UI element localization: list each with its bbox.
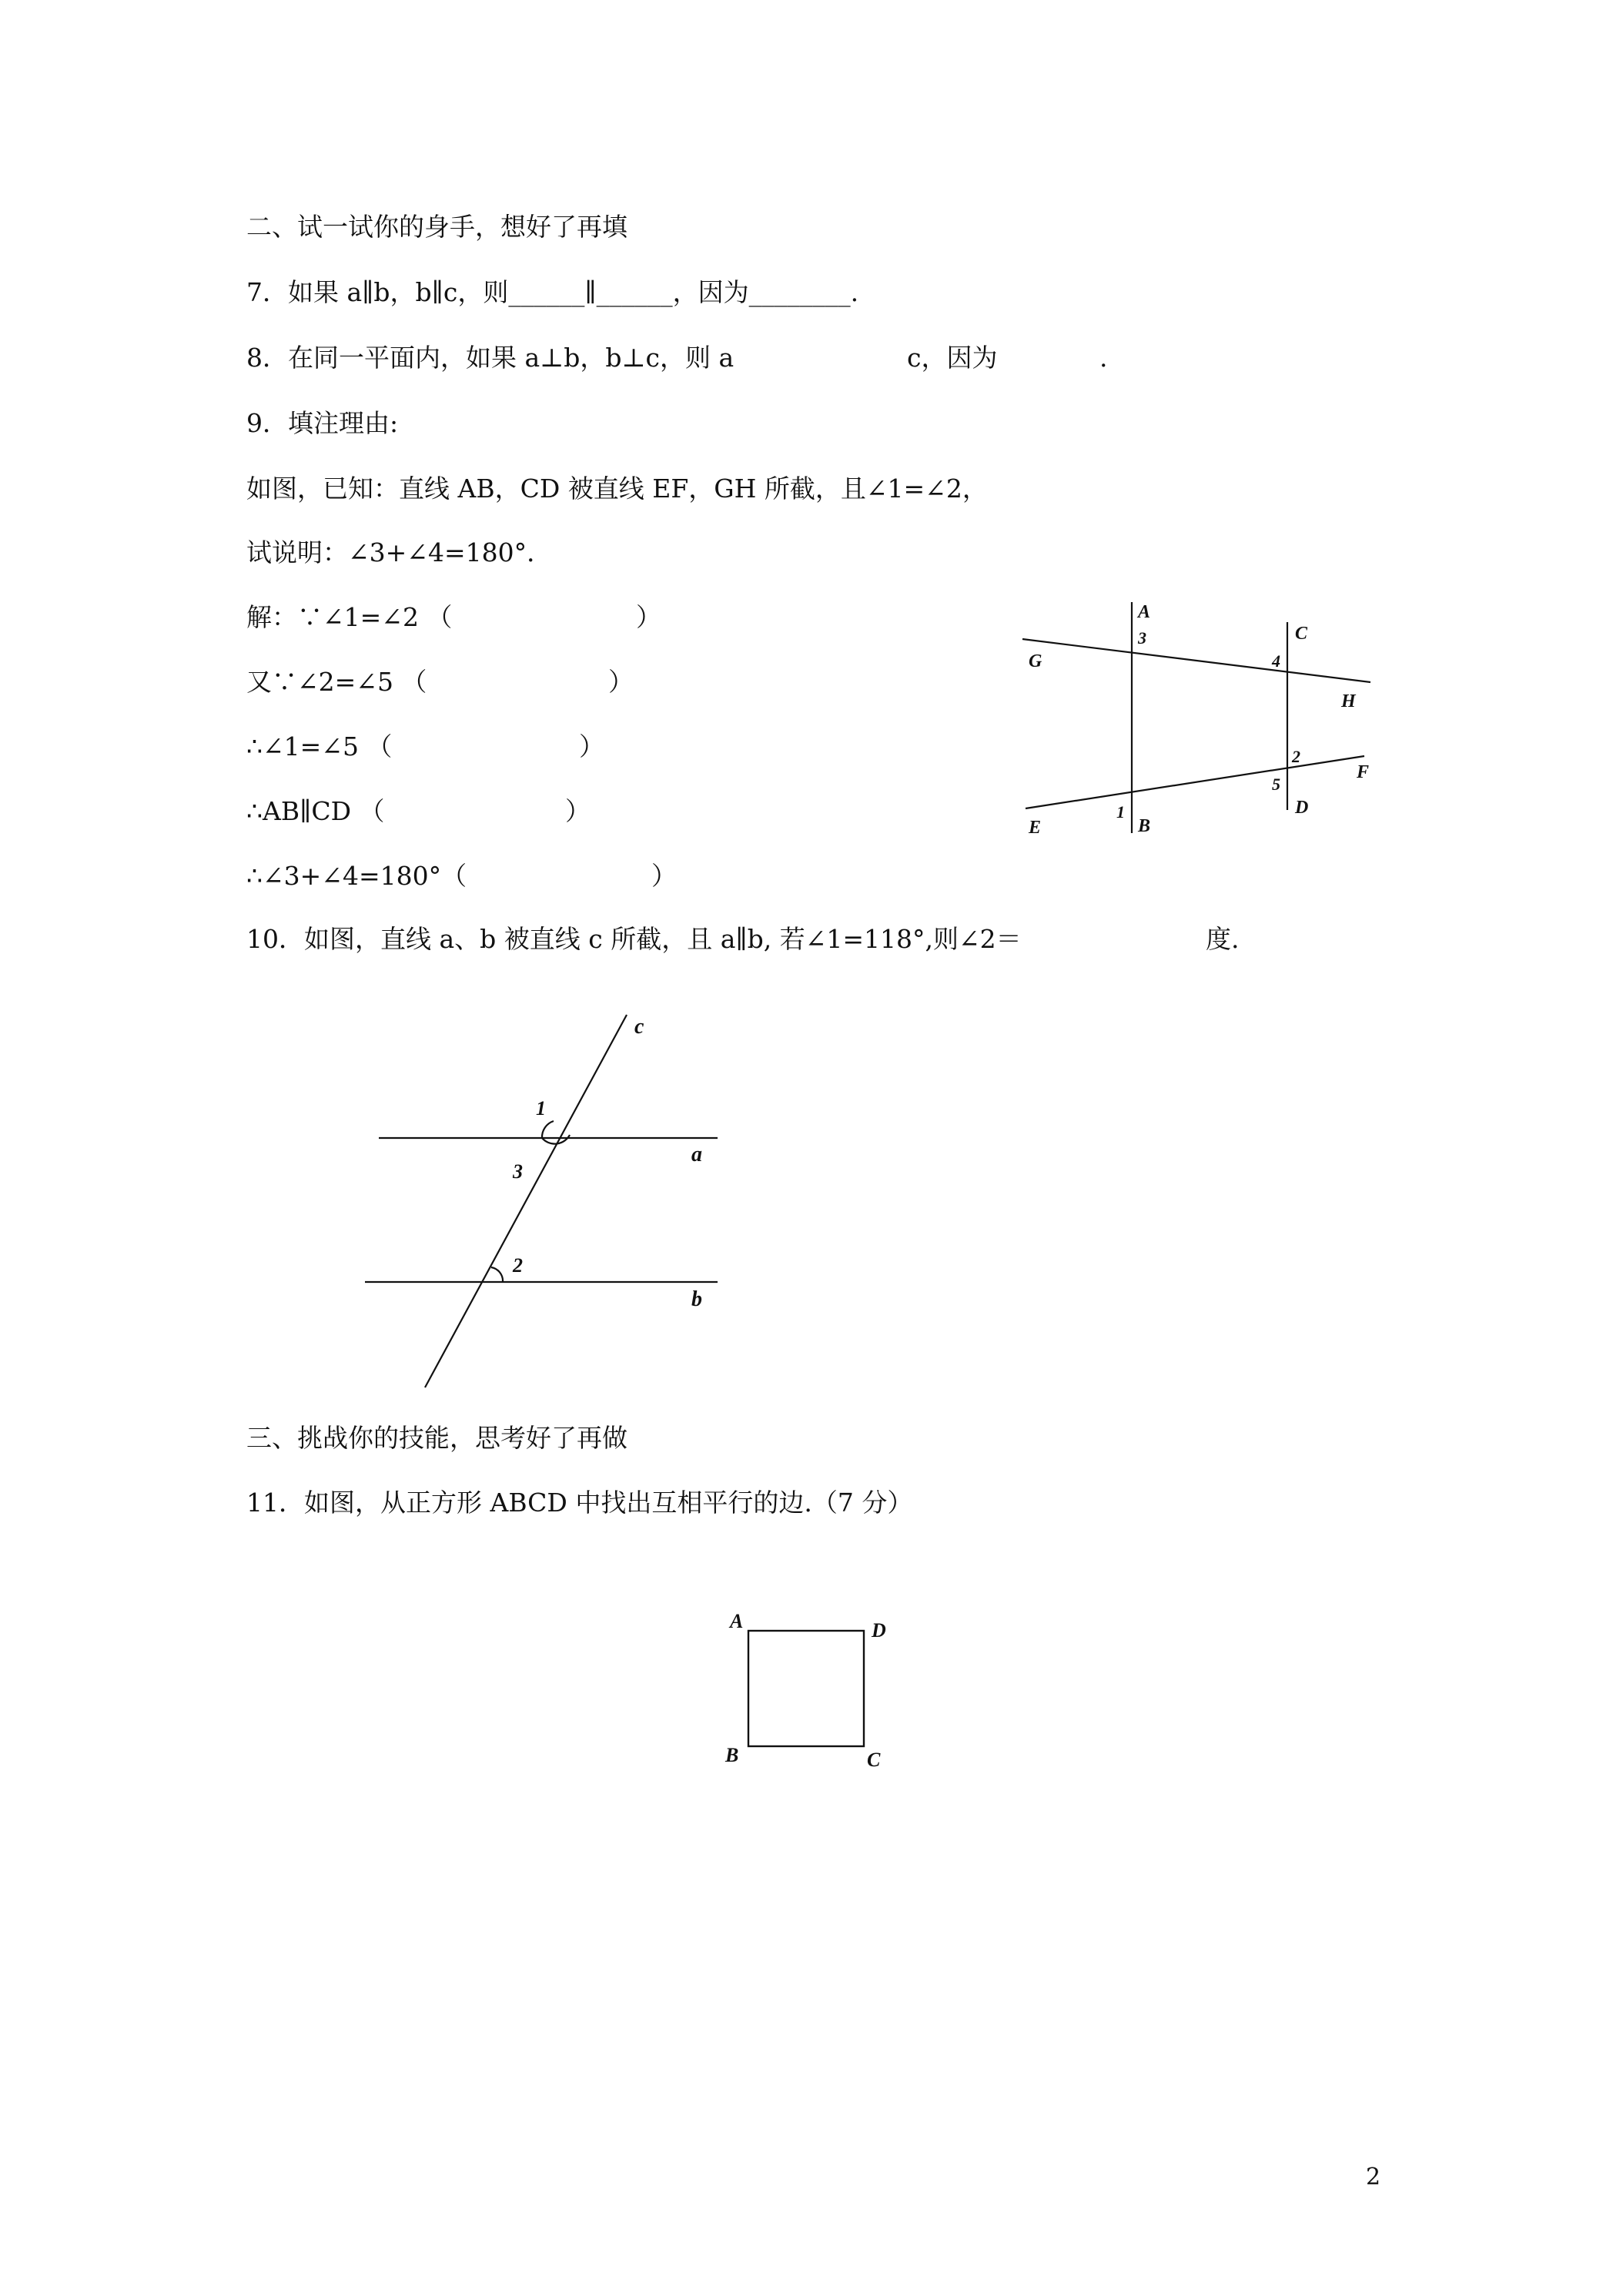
vertex-d: D [872,1619,886,1642]
question-8-end: . [1099,343,1108,373]
step-3-left: ∴∠1=∠5 （ [246,731,393,761]
angle-4-label: 4 [1272,651,1280,671]
square-abcd [748,1631,864,1746]
figure-q9 [1009,593,1409,847]
question-10-end: 度. [1206,924,1240,954]
figure-q11 [708,1602,909,1779]
angle-2-arc [491,1267,503,1282]
step-1-left: 解：∵∠1=∠2 （ [246,602,453,632]
angle-2-label: 2 [513,1254,523,1277]
page-number: 2 [1366,2164,1381,2191]
label-a: A [1138,602,1151,622]
vertex-b: B [725,1744,739,1766]
label-d: D [1295,798,1309,818]
question-11: 11．如图，从正方形 ABCD 中找出互相平行的边.（7 分） [246,1488,913,1518]
question-8: 8．在同一平面内，如果 a⊥b，b⊥c，则 a [246,343,735,373]
step-1-right: ） [636,602,661,632]
line-gh [1022,639,1370,682]
label-c: C [1295,624,1308,644]
question-8-mid: c，因为 [907,343,998,373]
line-ef [1026,756,1364,808]
label-h: H [1341,691,1356,711]
angle-1-label: 1 [1116,802,1125,822]
step-5-right: ） [651,861,677,891]
label-f: F [1357,762,1370,782]
step-4-left: ∴AB∥CD （ [246,796,385,826]
angle-3-label: 3 [513,1160,523,1183]
step-2-right: ） [608,667,634,697]
section-3-title: 三、挑战你的技能，思考好了再做 [246,1423,627,1453]
angle-2-label: 2 [1292,747,1300,766]
question-7: 7．如果 a∥b，b∥c，则______∥______，因为________. [246,277,859,307]
angle-1-label: 1 [536,1097,546,1120]
label-a-line: a [691,1143,702,1166]
figure-q10 [354,1001,755,1401]
question-10: 10．如图，直线 a、b 被直线 c 所截，且 a∥b, 若∠1=118°,则∠2＝ [246,924,1022,954]
angle-5-label: 5 [1272,775,1280,794]
label-e: E [1029,818,1042,838]
angle-1-arc [542,1121,570,1144]
step-2-left: 又∵∠2=∠5 （ [246,667,427,697]
label-g: G [1029,651,1042,671]
section-2-title: 二、试一试你的身手，想好了再填 [246,212,627,242]
vertex-c: C [867,1749,881,1771]
label-b-line: b [691,1287,702,1311]
angle-3-label: 3 [1138,628,1146,648]
step-4-right: ） [565,796,591,826]
label-b: B [1138,816,1151,836]
step-3-right: ） [579,731,604,761]
question-9-given: 如图，已知：直线 AB，CD 被直线 EF，GH 所截，且∠1=∠2， [246,474,988,504]
vertex-a: A [730,1610,744,1632]
question-9-prove: 试说明：∠3+∠4=180°． [246,537,553,567]
line-c [425,1015,627,1387]
question-9-title: 9．填注理由: [246,408,399,438]
step-5-left: ∴∠3+∠4=180°（ [246,861,467,891]
label-c-line: c [634,1015,644,1039]
